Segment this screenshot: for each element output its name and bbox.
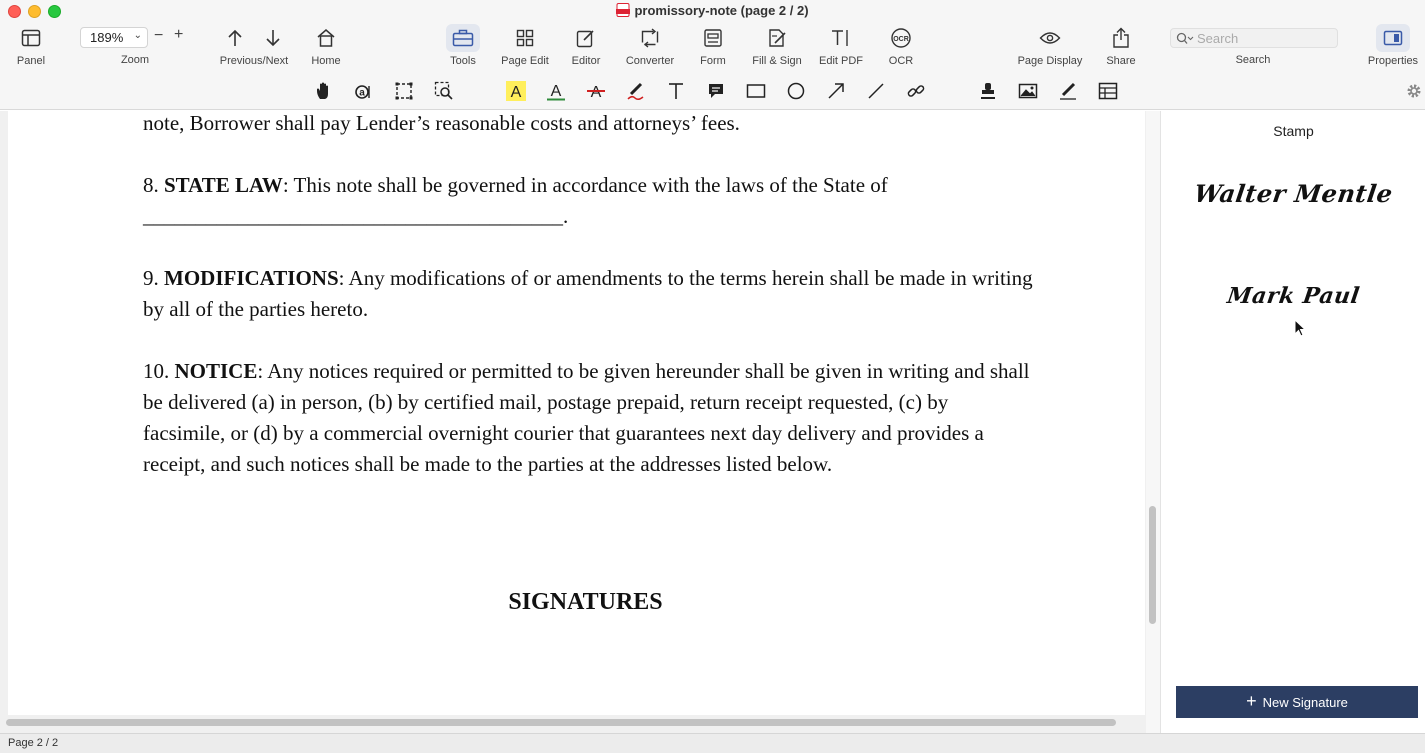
paragraph-state-law bbox=[143, 170, 1033, 232]
annotation-toolbar bbox=[0, 72, 1425, 110]
form-label: Form bbox=[700, 55, 726, 67]
new-signature-button[interactable] bbox=[1176, 686, 1418, 718]
plus-icon: + bbox=[1246, 690, 1257, 711]
previous-next-label: Previous/Next bbox=[219, 55, 289, 67]
svg-text:a: a bbox=[359, 87, 365, 99]
previous-page-button[interactable] bbox=[221, 24, 249, 52]
zoom-select[interactable] bbox=[80, 27, 148, 48]
ocr-label: OCR bbox=[888, 55, 914, 67]
rectangle-icon[interactable] bbox=[744, 79, 768, 103]
fill-sign-label: Fill & Sign bbox=[752, 55, 802, 67]
briefcase-icon bbox=[446, 24, 480, 52]
properties-panel-icon bbox=[1376, 24, 1410, 52]
text-cursor-icon bbox=[824, 24, 858, 52]
home-label: Home bbox=[311, 55, 341, 67]
editor-button[interactable] bbox=[569, 24, 603, 70]
section-number: 10. bbox=[143, 359, 175, 383]
comment-note-icon[interactable] bbox=[704, 79, 728, 103]
freehand-pen-icon[interactable] bbox=[624, 79, 648, 103]
window-title bbox=[0, 3, 1425, 18]
converter-label: Converter bbox=[625, 55, 675, 67]
paragraph-modifications bbox=[143, 263, 1033, 325]
search-placeholder: Search bbox=[1197, 31, 1239, 46]
mouse-cursor-icon bbox=[1294, 319, 1306, 337]
fill-sign-button[interactable] bbox=[750, 24, 804, 70]
share-icon bbox=[1104, 24, 1138, 52]
status-bar bbox=[0, 733, 1425, 753]
ocr-button[interactable] bbox=[884, 24, 918, 70]
page-indicator: Page 2 / 2 bbox=[8, 737, 59, 749]
home-icon bbox=[309, 24, 343, 52]
page-display-button[interactable] bbox=[1016, 24, 1084, 70]
properties-button[interactable] bbox=[1366, 24, 1420, 70]
paragraph-text: : Any notices required or permitted to be given hereunder shall be given in writing and shall be delivered (a) in person, (b) by certified mail, postage prepaid, return receipt requested, (c) by facsimile, or (d) by a commercial overnight courier that guarantees next day delivery and provides a receipt, and such notices shall be made to the parties at the addresses listed below. bbox=[143, 359, 1030, 476]
arrow-icon[interactable] bbox=[824, 79, 848, 103]
ocr-icon bbox=[884, 24, 918, 52]
convert-arrows-icon bbox=[633, 24, 667, 52]
horizontal-scroll-thumb[interactable] bbox=[6, 719, 1116, 726]
fill-sign-icon bbox=[760, 24, 794, 52]
arrow-up-icon bbox=[227, 29, 243, 47]
editor-label: Editor bbox=[571, 55, 601, 67]
vertical-scroll-thumb[interactable] bbox=[1149, 506, 1156, 624]
panel-title: Stamp bbox=[1273, 123, 1314, 139]
paragraph-text: : Any modifications of or amendments to the terms herein shall be made in writing by all of the parties hereto. bbox=[143, 266, 1033, 321]
paragraph-notice bbox=[143, 356, 1033, 480]
form-icon bbox=[696, 24, 730, 52]
hand-tool-icon[interactable] bbox=[312, 79, 336, 103]
strikethrough-icon[interactable] bbox=[584, 79, 608, 103]
page-edit-label: Page Edit bbox=[501, 55, 549, 67]
signature-panel bbox=[1160, 111, 1425, 733]
page-edit-button[interactable] bbox=[498, 24, 552, 70]
previous-next-group bbox=[216, 24, 292, 70]
underline-icon[interactable] bbox=[544, 79, 568, 103]
text-box-icon[interactable] bbox=[664, 79, 688, 103]
image-icon[interactable] bbox=[1016, 79, 1040, 103]
section-heading: MODIFICATIONS bbox=[164, 266, 339, 290]
section-number: 9. bbox=[143, 266, 164, 290]
zoom-area-icon[interactable] bbox=[432, 79, 456, 103]
blank-fill-line: ________________________________________. bbox=[143, 204, 569, 228]
zoom-value: 189% bbox=[90, 30, 124, 45]
signatures-heading: SIGNATURES bbox=[508, 589, 663, 615]
line-icon[interactable] bbox=[864, 79, 888, 103]
panel-button[interactable] bbox=[14, 24, 48, 70]
home-button[interactable] bbox=[309, 24, 343, 70]
stamp-icon[interactable] bbox=[976, 79, 1000, 103]
pdf-page bbox=[8, 111, 1145, 715]
tools-label: Tools bbox=[450, 55, 476, 67]
area-select-icon[interactable] bbox=[392, 79, 416, 103]
section-heading: NOTICE bbox=[174, 359, 258, 383]
form-button[interactable] bbox=[696, 24, 730, 70]
search-icon bbox=[1176, 32, 1194, 48]
eye-icon bbox=[1033, 24, 1067, 52]
saved-signature-item[interactable]: Mark Paul bbox=[1225, 283, 1362, 309]
circle-icon[interactable] bbox=[784, 79, 808, 103]
next-page-button[interactable] bbox=[259, 24, 287, 52]
svg-text:OCR: OCR bbox=[893, 36, 909, 43]
signature-pen-icon[interactable] bbox=[1056, 79, 1080, 103]
page-display-label: Page Display bbox=[1017, 55, 1083, 67]
svg-text:A: A bbox=[510, 84, 522, 101]
search-label: Search bbox=[1235, 54, 1271, 66]
page-grid-icon bbox=[508, 24, 542, 52]
link-icon[interactable] bbox=[904, 79, 928, 103]
edit-pdf-button[interactable] bbox=[818, 24, 864, 70]
text-select-icon[interactable] bbox=[352, 79, 376, 103]
vertical-scrollbar[interactable] bbox=[1146, 111, 1160, 733]
tools-button[interactable] bbox=[446, 24, 480, 70]
chevron-down-icon: ⌄ bbox=[133, 30, 142, 41]
section-heading: STATE LAW bbox=[164, 173, 283, 197]
converter-button[interactable] bbox=[624, 24, 676, 70]
paragraph-attorneys-fees bbox=[143, 111, 1033, 139]
zoom-out-button[interactable]: − bbox=[154, 27, 164, 44]
panel-label: Panel bbox=[16, 55, 46, 67]
section-number: 8. bbox=[143, 173, 164, 197]
table-icon[interactable] bbox=[1096, 79, 1120, 103]
saved-signature-item[interactable]: Walter Mentle bbox=[1192, 179, 1395, 208]
highlight-icon[interactable] bbox=[504, 79, 528, 103]
properties-label: Properties bbox=[1367, 55, 1419, 67]
share-label: Share bbox=[1106, 55, 1136, 67]
paragraph-text: note, Borrower shall pay Lender’s reasonable costs and attorneys’ fees. bbox=[143, 111, 740, 135]
pdf-file-icon bbox=[616, 3, 630, 17]
sidebar-panel-icon bbox=[14, 24, 48, 52]
settings-gear-icon[interactable] bbox=[1402, 79, 1425, 103]
edit-pdf-label: Edit PDF bbox=[818, 55, 863, 67]
zoom-label: Zoom bbox=[120, 54, 150, 66]
new-signature-label: New Signature bbox=[1262, 694, 1348, 710]
document-viewport[interactable] bbox=[0, 111, 1160, 733]
share-button[interactable] bbox=[1104, 24, 1138, 70]
svg-text:A: A bbox=[590, 84, 602, 101]
edit-pencil-icon bbox=[569, 24, 603, 52]
window-title-text: promissory-note (page 2 / 2) bbox=[634, 3, 809, 18]
arrow-down-icon bbox=[265, 29, 281, 47]
svg-text:A: A bbox=[550, 83, 562, 100]
zoom-in-button[interactable]: + bbox=[174, 26, 184, 43]
search-input[interactable] bbox=[1170, 28, 1338, 48]
main-toolbar bbox=[0, 0, 1425, 72]
paragraph-text: : This note shall be governed in accordance with the laws of the State of bbox=[282, 173, 888, 197]
